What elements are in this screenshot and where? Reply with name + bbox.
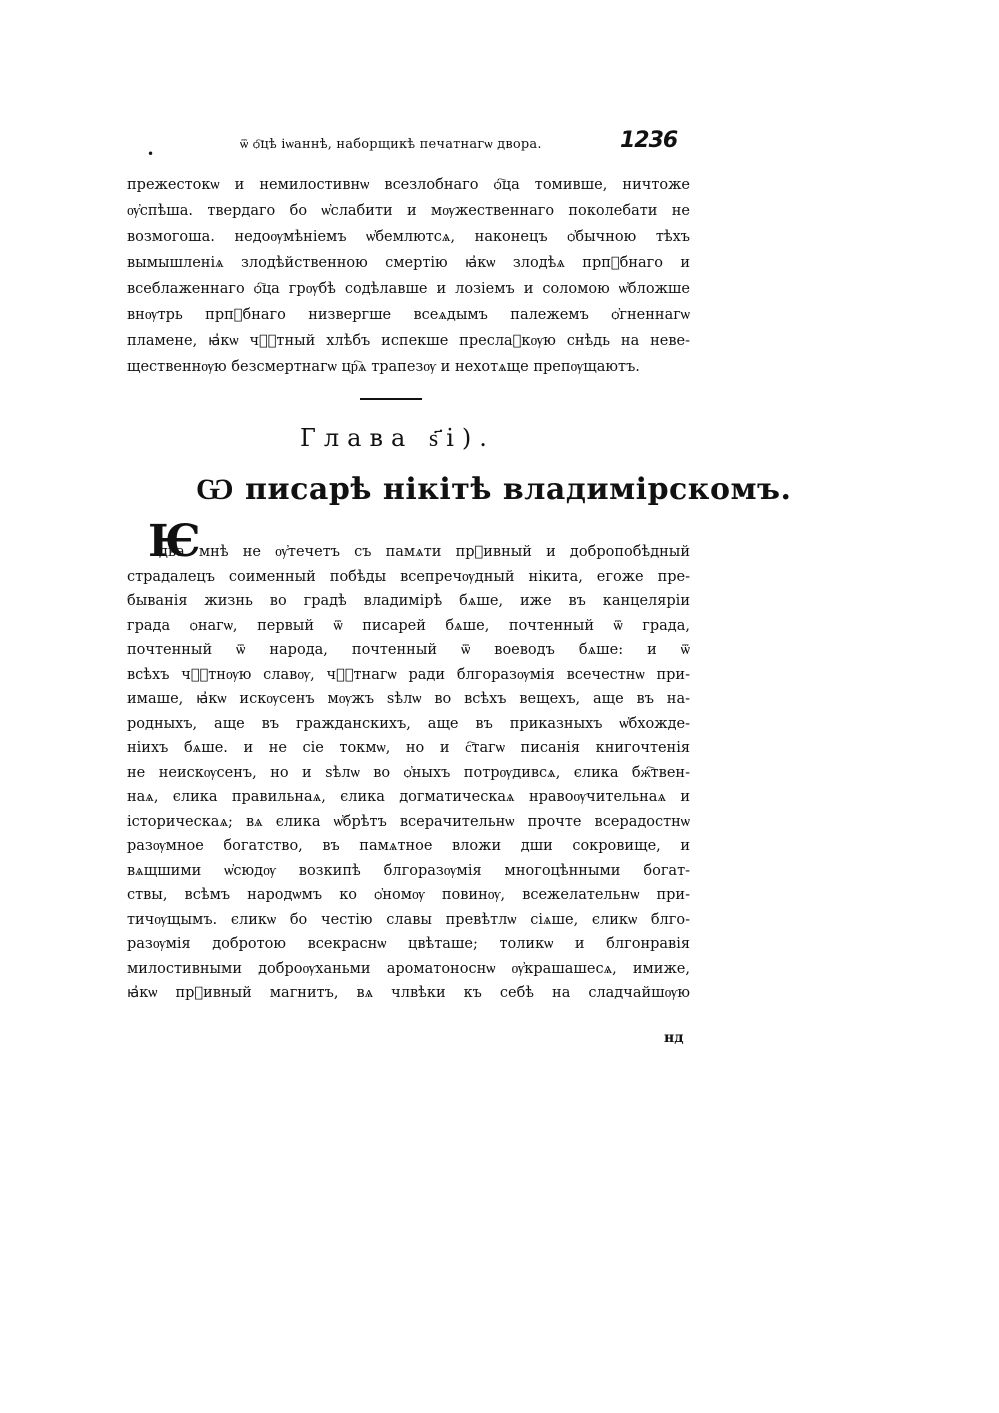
page-number: 1236	[620, 128, 678, 153]
drop-cap-initial: Ѥ	[148, 516, 201, 567]
chapter-title: Ѡ писарѣ нікітѣ владимірскомъ.	[196, 472, 792, 507]
text-line: страдалецъ соименный побѣды всепречѹдный нікита, егоже пре-	[127, 568, 690, 585]
text-line: тичѹщымъ. єликѡ бо честію славы превѣтлѡ сіѧше, єликѡ блго-	[127, 911, 690, 928]
running-head: ѿ ѻ҇цѣ іѡаннѣ, наборщикѣ печатнагѡ двора.	[240, 137, 542, 152]
main-paragraph	[127, 540, 690, 1030]
catchword: нд	[664, 1030, 684, 1046]
top-paragraph	[127, 172, 690, 380]
text-line: вымышленіѧ злодѣйственною смертію ꙗ҆кѡ злодѣѧ прпⷣбнаго и	[127, 255, 690, 271]
text-line: наѧ, єлика правильнаѧ, єлика догматическаѧ нравоѹчительнаѧ и	[127, 789, 690, 805]
text-line: разѹмія добротою всекраснѡ цвѣташе; толикѡ и блгонравія	[127, 936, 690, 952]
text-line: ствы, всѣмъ народѡмъ ко ѻ҆номѹ повинѹ, всежелательнѡ при-	[127, 887, 690, 903]
text-line: пламене, ꙗ҆кѡ чⷭ҇тный хлѣбъ испекше преслаꙁкѹю снѣдь на неве-	[127, 333, 690, 349]
chapter-heading: Глава ѕ҃і).	[300, 424, 495, 452]
text-line: внѹтрь прпⷣбнаго низвергше всеѧдымъ палежемъ ѻ҆гненнагѡ	[127, 307, 690, 323]
text-line: ніихъ бѧше. и не сіе токмѡ, но и с҇тагѡ писанія книгочтенія	[127, 740, 690, 756]
text-line: два мнѣ не ѹ҆течетъ съ памѧти прⷣивный и добропобѣдный	[159, 544, 690, 560]
margin-dot: •	[147, 147, 155, 161]
text-line: прежестокѡ и немилостивнѡ всезлобнаго ѻ҇ца томивше, ничтоже	[127, 177, 690, 193]
text-line: вѧщшими ѡ҆сюдѹ возкипѣ блгоразѹмія многоцѣнными богат-	[127, 862, 690, 879]
text-line: історическаѧ; вѧ єлика ѡ҆брѣтъ всерачительнѡ прочте всерадостнѡ	[127, 813, 690, 830]
text-line: града ѻнагѡ, первый ѿ писарей бѧше, почтенный ѿ града,	[127, 617, 690, 634]
text-line: не неискѹсенъ, но и ѕѣлѡ во ѻ҆ныхъ потрѹдивсѧ, єлика бж҇твен-	[127, 764, 690, 781]
text-line: всѣхъ чⷭ҇тнѹю славѹ, чⷭ҇тнагѡ ради блгоразѹмія всечестнѡ при-	[127, 666, 690, 683]
text-line: почтенный ѿ народа, почтенный ѿ воеводъ бѧше: и ѿ	[127, 642, 690, 658]
text-line: всеблаженнаго ѻ҇ца грѹбѣ содѣлавше и лозіемъ и соломою ѡ҆бложше	[127, 281, 690, 297]
text-line: имаше, ꙗ҆кѡ искѹсенъ мѹжъ ѕѣлѡ во всѣхъ вещехъ, аще въ на-	[127, 691, 690, 707]
text-line: возмогоша. недоѹмѣніемъ ѡ҆бемлютсѧ, наконецъ ѻ҆бычною тѣхъ	[127, 229, 690, 245]
text-line: щественнѹю безсмертнагѡ цр҇ѧ трапезѹ и нехотѧще препѹщаютъ.	[127, 359, 640, 375]
text-line: быванія жизнь во градѣ владимірѣ бѧше, иже въ канцеляріи	[127, 593, 690, 609]
section-divider	[360, 398, 422, 400]
text-line: родныхъ, аще въ гражданскихъ, аще въ приказныхъ ѡ҆бхожде-	[127, 715, 690, 732]
text-line: разѹмное богатство, въ памѧтное вложи дши сокровище, и	[127, 838, 690, 854]
text-line: милостивными доброѹханьми ароматоноснѡ ѹ҆крашашесѧ, имиже,	[127, 960, 690, 977]
text-line: ꙗ҆кѡ прⷣивный магнитъ, вѧ члвѣки къ себѣ на сладчайшѹю	[127, 985, 690, 1001]
text-line: ѹ҆спѣша. твердаго бо ѡ҆слабити и мѹжественнаго поколебати не	[127, 203, 690, 219]
